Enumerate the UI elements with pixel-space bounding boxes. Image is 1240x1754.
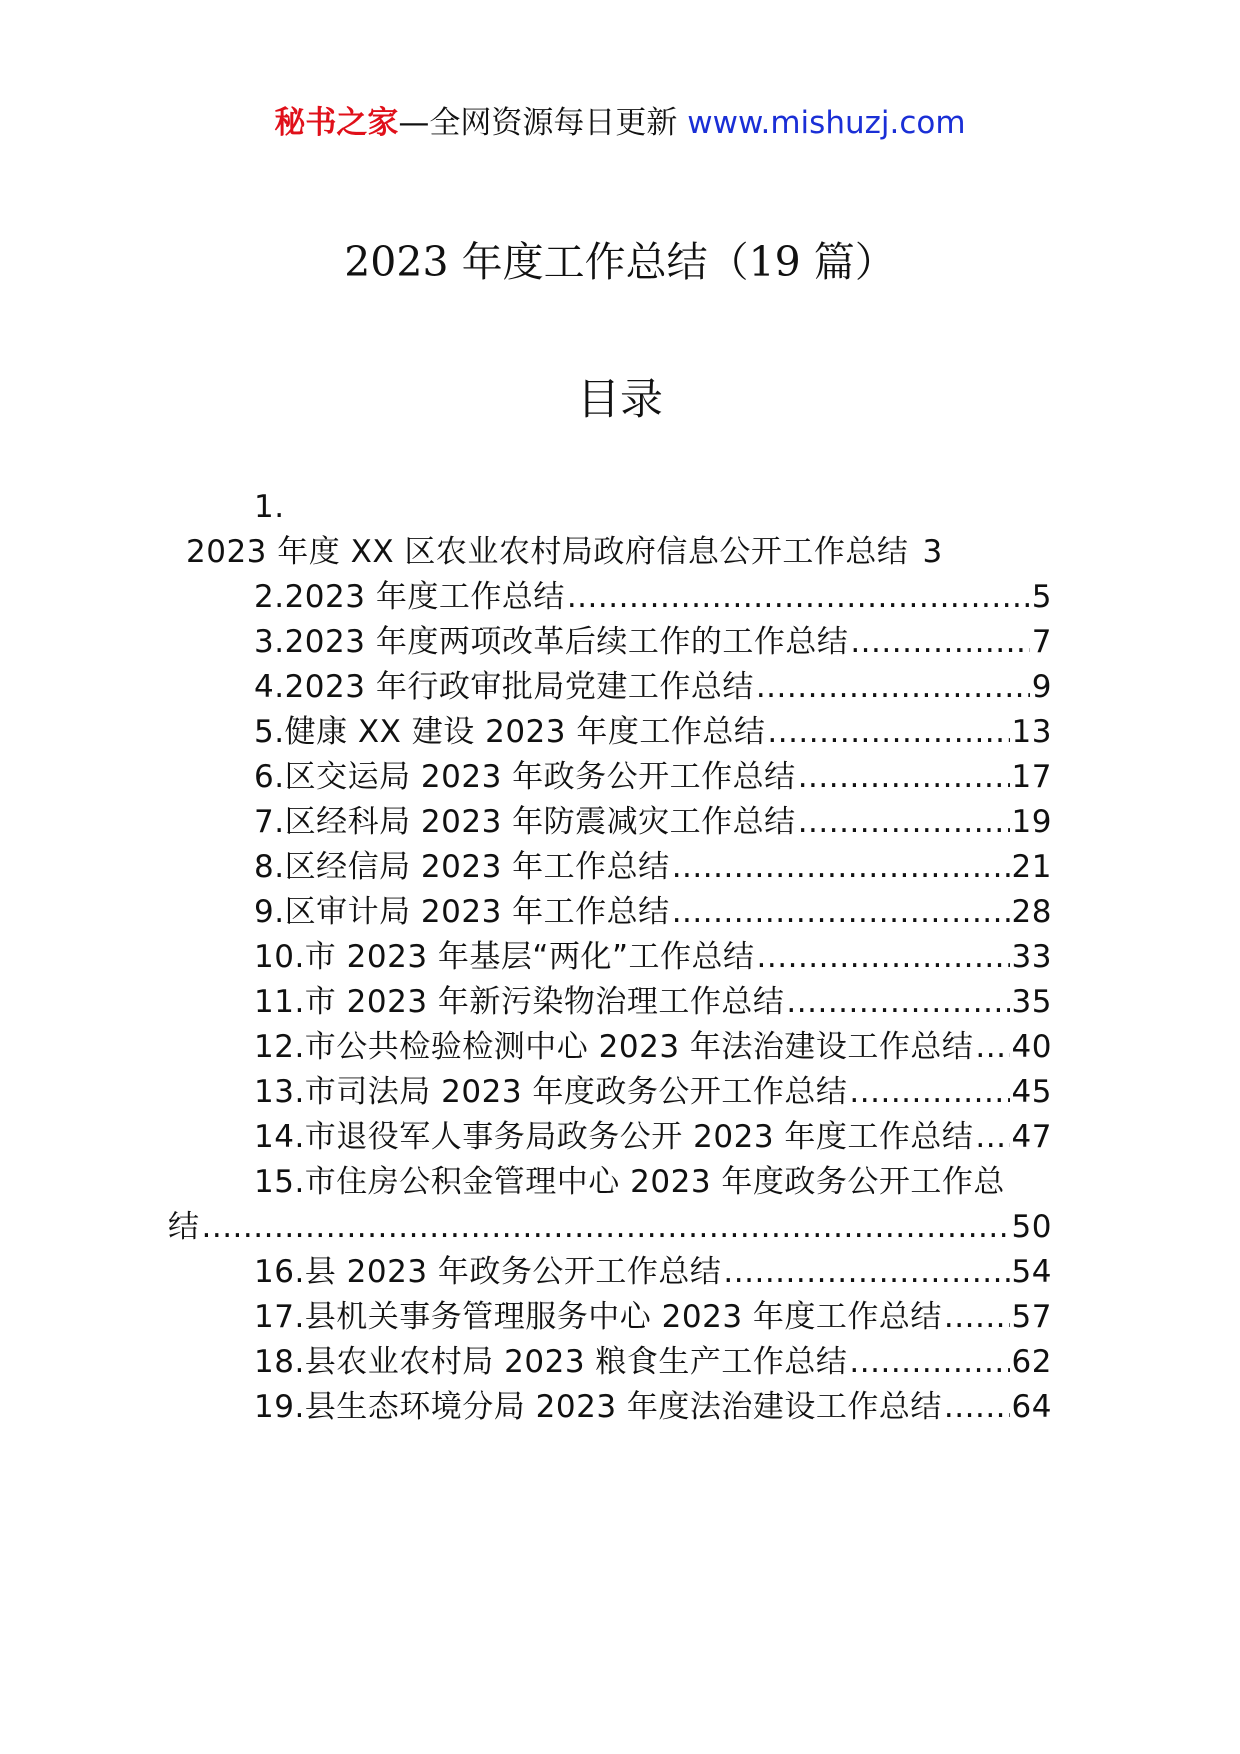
leader-dots xyxy=(672,845,1010,890)
toc-entry-page: 21 xyxy=(1011,849,1052,885)
toc-entry-title: 8.区经信局 2023 年工作总结 xyxy=(254,849,670,885)
leader-dots xyxy=(202,1205,1010,1250)
leader-dots xyxy=(567,575,1030,620)
toc-item-17 xyxy=(186,1295,1052,1340)
leader-dots xyxy=(944,1385,1010,1430)
toc-entry-page: 5 xyxy=(1031,579,1052,615)
toc-entry-page: 13 xyxy=(1011,714,1052,750)
toc-entry-title: 3.2023 年度两项改革后续工作的工作总结 xyxy=(254,624,849,660)
toc-entry-title-wrap: 结 xyxy=(168,1209,200,1245)
leader-dots xyxy=(944,1295,1010,1340)
toc-entry-link-continued[interactable] xyxy=(168,1205,1052,1250)
toc-item-10 xyxy=(186,935,1052,980)
toc-entry-title: 13.市司法局 2023 年度政务公开工作总结 xyxy=(254,1074,848,1110)
leader-dots xyxy=(798,755,1010,800)
toc-entry-link[interactable] xyxy=(186,1250,1052,1295)
leader-dots xyxy=(756,665,1030,710)
toc-entry-title: 10.市 2023 年基层“两化”工作总结 xyxy=(254,939,755,975)
toc-entry-link[interactable] xyxy=(186,845,1052,890)
toc-entry-title: 5.健康 XX 建设 2023 年度工作总结 xyxy=(254,714,766,750)
leader-dots xyxy=(798,800,1010,845)
toc-entry-number[interactable]: 1. xyxy=(254,489,285,525)
banner-tagline: —全网资源每日更新 xyxy=(398,105,678,141)
site-url-link[interactable]: www.mishuzj.com xyxy=(687,105,966,141)
toc-entry-link[interactable] xyxy=(186,890,1052,935)
leader-dots xyxy=(723,1250,1009,1295)
toc-item-11 xyxy=(186,980,1052,1025)
toc-entry-title: 12.市公共检验检测中心 2023 年法治建设工作总结 xyxy=(254,1029,974,1065)
toc-item-16 xyxy=(186,1250,1052,1295)
toc-entry-link[interactable] xyxy=(186,1385,1052,1430)
leader-dots xyxy=(975,1025,1009,1070)
toc-item-9 xyxy=(186,890,1052,935)
leader-dots xyxy=(849,1340,1009,1385)
toc-entry-page: 62 xyxy=(1011,1344,1052,1380)
site-banner xyxy=(0,100,1240,146)
toc-entry-link[interactable] xyxy=(186,1070,1052,1115)
leader-dots xyxy=(786,980,1009,1025)
toc-entry-link[interactable] xyxy=(186,575,1052,620)
leader-dots xyxy=(767,710,1009,755)
brand-name: 秘书之家 xyxy=(274,105,399,141)
toc-entry-title: 7.区经科局 2023 年防震减灾工作总结 xyxy=(254,804,796,840)
toc-entry-title: 6.区交运局 2023 年政务公开工作总结 xyxy=(254,759,796,795)
toc-entry-link[interactable] xyxy=(186,980,1052,1025)
toc-item-12 xyxy=(186,1025,1052,1070)
leader-dots xyxy=(850,620,1029,665)
table-of-contents xyxy=(168,485,1052,1430)
toc-entry-title: 19.县生态环境分局 2023 年度法治建设工作总结 xyxy=(254,1389,942,1425)
toc-entry-link[interactable] xyxy=(186,1115,1052,1160)
toc-entry-link[interactable] xyxy=(186,530,1052,575)
toc-entry-page: 35 xyxy=(1011,984,1052,1020)
toc-entry-page: 50 xyxy=(1011,1209,1052,1245)
toc-entry-page: 47 xyxy=(1011,1119,1052,1155)
toc-entry-link[interactable] xyxy=(186,620,1052,665)
toc-item-3 xyxy=(186,620,1052,665)
toc-entry-title: 2023 年度 XX 区农业农村局政府信息公开工作总结 xyxy=(186,534,909,570)
toc-entry-page: 28 xyxy=(1011,894,1052,930)
toc-entry-title: 17.县机关事务管理服务中心 2023 年度工作总结 xyxy=(254,1299,942,1335)
toc-entry-title: 4.2023 年行政审批局党建工作总结 xyxy=(254,669,754,705)
toc-entry-link[interactable] xyxy=(186,935,1052,980)
leader-dots xyxy=(757,935,1010,980)
toc-entry-title: 11.市 2023 年新污染物治理工作总结 xyxy=(254,984,785,1020)
toc-item-15 xyxy=(168,1160,1052,1250)
toc-entry-page: 64 xyxy=(1011,1389,1052,1425)
toc-entry-link[interactable] xyxy=(186,1340,1052,1385)
toc-entry-page: 57 xyxy=(1011,1299,1052,1335)
toc-entry-title: 2.2023 年度工作总结 xyxy=(254,579,565,615)
toc-entry-title: 9.区审计局 2023 年工作总结 xyxy=(254,894,670,930)
toc-entry-title: 18.县农业农村局 2023 粮食生产工作总结 xyxy=(254,1344,848,1380)
toc-item-4 xyxy=(186,665,1052,710)
toc-item-14 xyxy=(186,1115,1052,1160)
leader-dots xyxy=(849,1070,1009,1115)
toc-item-7 xyxy=(186,800,1052,845)
toc-entry-page: 7 xyxy=(1031,624,1052,660)
leader-dots xyxy=(672,890,1010,935)
toc-entry-link[interactable] xyxy=(186,1160,1052,1205)
toc-entry-page: 40 xyxy=(1011,1029,1052,1065)
toc-entry-link[interactable] xyxy=(186,665,1052,710)
toc-entry-page: 3 xyxy=(922,534,943,570)
toc-entry-page: 45 xyxy=(1011,1074,1052,1110)
toc-entry-title: 16.县 2023 年政务公开工作总结 xyxy=(254,1254,722,1290)
leader-dots xyxy=(975,1115,1009,1160)
toc-heading: 目录 xyxy=(577,375,663,425)
toc-item-1 xyxy=(186,485,1052,575)
toc-item-19 xyxy=(186,1385,1052,1430)
toc-entry-link[interactable] xyxy=(186,800,1052,845)
toc-entry-link[interactable] xyxy=(186,1295,1052,1340)
toc-entry-link[interactable] xyxy=(186,755,1052,800)
toc-item-6 xyxy=(186,755,1052,800)
toc-entry-page: 19 xyxy=(1011,804,1052,840)
toc-item-5 xyxy=(186,710,1052,755)
toc-entry-link[interactable] xyxy=(186,1025,1052,1070)
toc-entry-title: 15.市住房公积金管理中心 2023 年度政务公开工作总 xyxy=(254,1164,1005,1200)
toc-item-13 xyxy=(186,1070,1052,1115)
toc-item-8 xyxy=(186,845,1052,890)
toc-item-2 xyxy=(186,575,1052,620)
toc-entry-page: 54 xyxy=(1011,1254,1052,1290)
toc-entry-page: 33 xyxy=(1011,939,1052,975)
toc-entry-link[interactable] xyxy=(186,710,1052,755)
toc-entry-page: 17 xyxy=(1011,759,1052,795)
document-title: 2023 年度工作总结（19 篇） xyxy=(344,238,896,286)
toc-item-18 xyxy=(186,1340,1052,1385)
toc-entry-title: 14.市退役军人事务局政务公开 2023 年度工作总结 xyxy=(254,1119,974,1155)
toc-entry-page: 9 xyxy=(1031,669,1052,705)
